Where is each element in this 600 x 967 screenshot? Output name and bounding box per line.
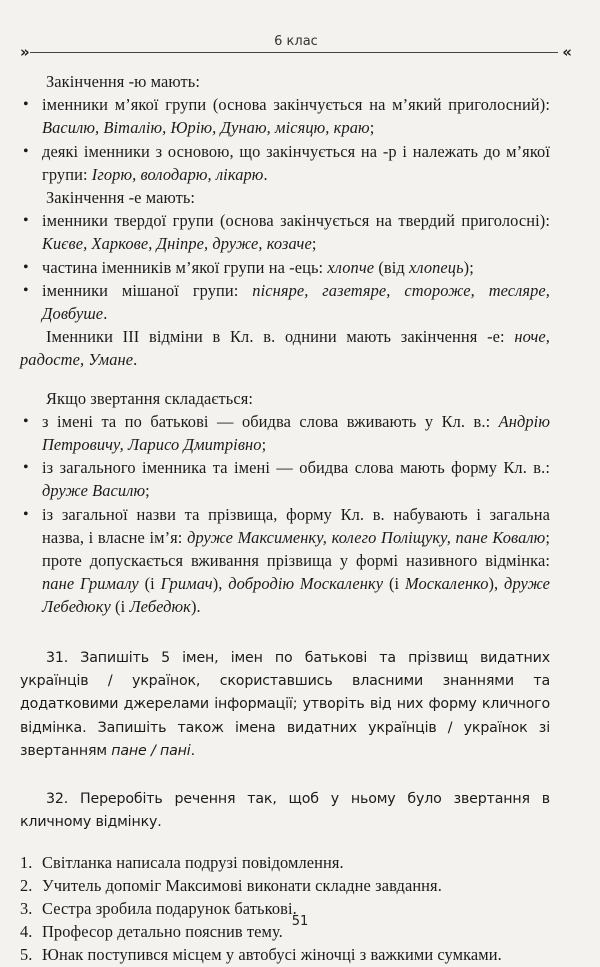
page-header — [20, 32, 572, 60]
list-item: 3. Сестра зробила подарунок батькові. — [20, 898, 297, 918]
header-ornament-right: « — [562, 43, 572, 61]
list-item: • із загальної назви та прізвища, форму Кл. в. набувають і загальна назва, і власне ім’я: друже Максименку, колего Поліщуку, пане Ковалю; проте допускається вживання прізвища у формі називного відмінка: пане Грималу (і Гримач), добродію Москаленку (і Москаленко), друже Лебедюку (і Лебедюк). — [23, 504, 550, 617]
list-item: • іменники м’якої групи (основа закінчується на м’який приголосний): Василю, Віталію, Юрію, Дунаю, місяцю, краю; — [23, 95, 550, 138]
list-item: • іменники твердої групи (основа закінчується на твердий приголосні): Києве, Харкове, Дніпре, друже, козаче; — [23, 211, 550, 254]
address-section-list — [20, 410, 550, 619]
section-yu-list — [20, 93, 550, 186]
header-ornament-left: » — [20, 43, 30, 61]
header-rule — [30, 52, 558, 53]
section-yu-title: Закінчення -ю мають: — [46, 72, 201, 91]
bullet-icon: • — [23, 212, 29, 230]
exercise-32: 32. Переробіть речення так, щоб у ньому було звертання в кличному відмінку. — [20, 790, 550, 831]
bullet-icon: • — [23, 412, 29, 430]
exercise-31: 31. Запишіть 5 імен, імен по батькові та прізвищ видатних українців / українок, скориставшись власними знаннями та додатковими джерелами інформації; утворіть від них форму кличного відмінка. Запишіть також імена видатних українців / українок зі звертанням пане / пані. — [20, 649, 550, 760]
list-item: • із загального іменника та імені — обидва слова мають форму Кл. в.: друже Василю; — [23, 458, 550, 501]
list-item: 2. Учитель допоміг Максимові виконати складне завдання. — [20, 875, 442, 895]
list-item: • деякі іменники з основою, що закінчується на -р і належать до м’якої групи: Ігорю, володарю, лікарю. — [23, 141, 550, 184]
list-item: • з імені та по батькові — обидва слова вживають у Кл. в.: Андрію Петровичу, Ларисо Дмитрівно; — [23, 411, 550, 455]
list-item: • частина іменників м’якої групи на -ець: хлопче (від хлопець); — [20, 256, 550, 279]
list-item: 4. Професор детально пояснив тему. — [20, 922, 283, 942]
third-declension-note: Іменники III відміни в Кл. в. однини мають закінчення -е: ноче, радосте, Умане. — [20, 327, 550, 370]
bullet-icon: • — [23, 281, 29, 299]
list-item: 1. Світланка написала подрузі повідомлення. — [20, 852, 344, 872]
bullet-icon: • — [23, 96, 29, 114]
section-e-title: Закінчення -е мають: — [46, 188, 196, 208]
bullet-icon: • — [23, 505, 29, 523]
bullet-icon: • — [23, 459, 29, 477]
exercise-32-sentences — [20, 851, 550, 967]
section-e-list — [20, 209, 550, 325]
list-item: 5. Юнак поступився місцем у автобусі жіночці з важкими сумками. — [20, 945, 502, 965]
header-title: 6 клас — [274, 34, 318, 49]
page-number: 51 — [291, 914, 309, 929]
address-section-title: Якщо звертання складається: — [46, 388, 254, 408]
list-item: • іменники мішаної групи: пісняре, газетяре, стороже, тесляре, Довбуше. — [23, 280, 551, 324]
bullet-icon: • — [23, 258, 29, 276]
bullet-icon: • — [23, 142, 29, 160]
page-content — [20, 70, 550, 967]
